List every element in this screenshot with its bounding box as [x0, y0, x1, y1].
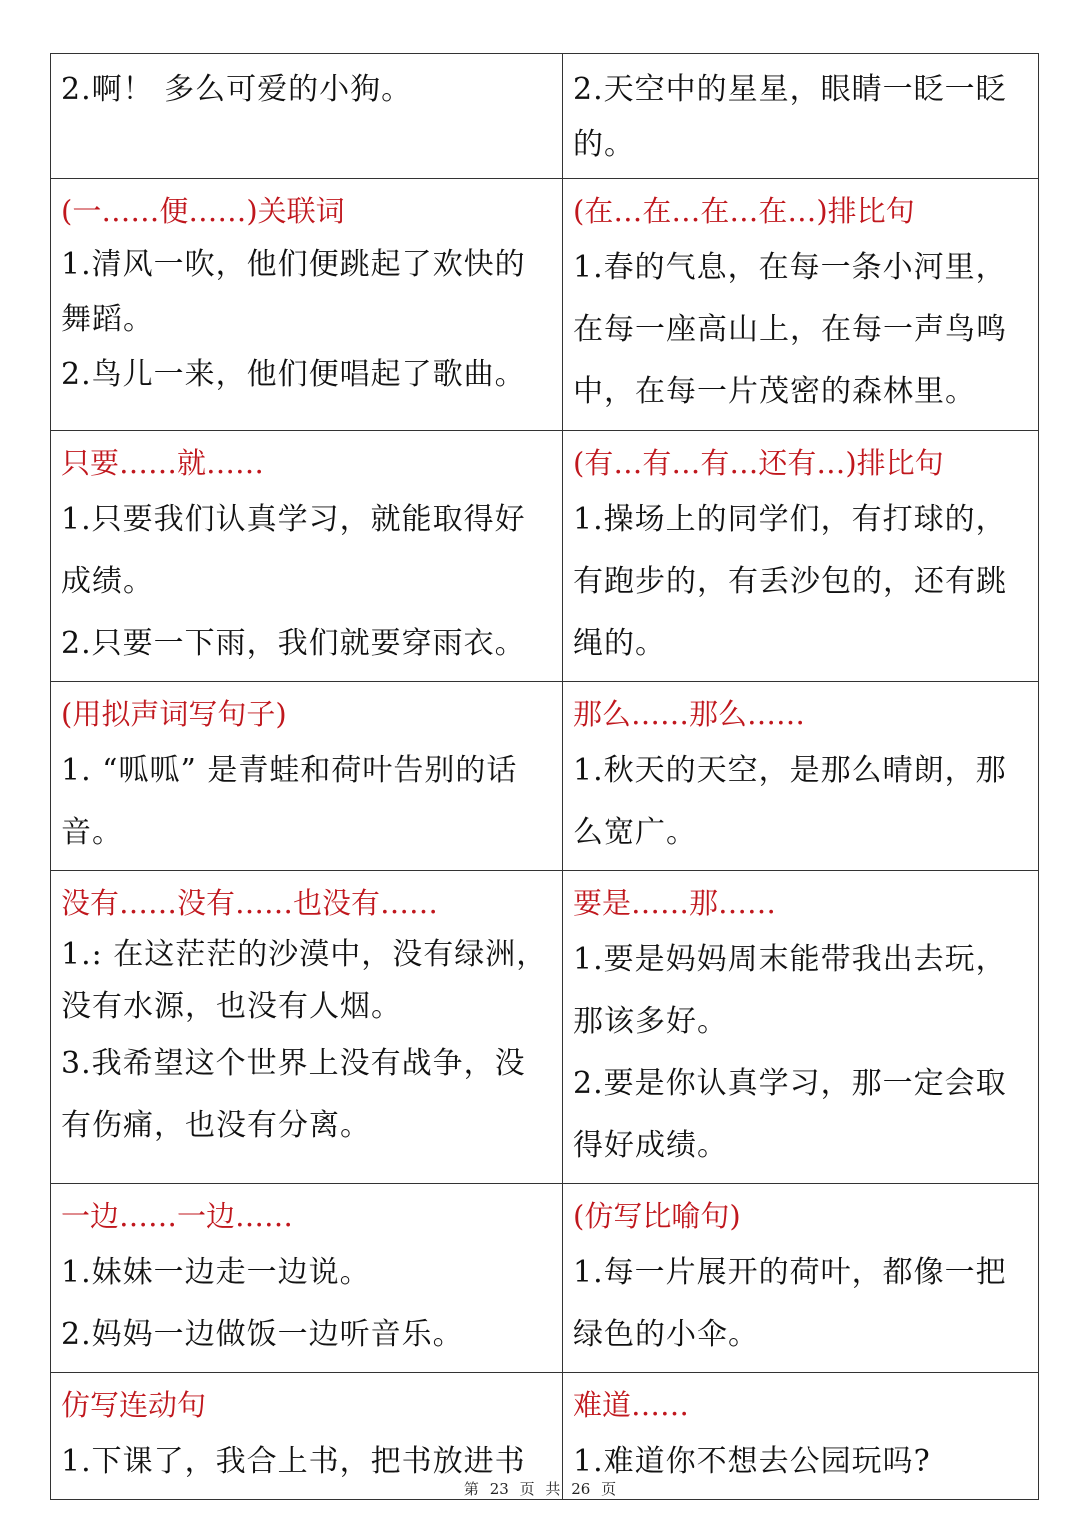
table-row	[51, 1184, 1039, 1373]
table-cell	[51, 54, 563, 179]
example-line: 1.妹妹一边走一边说。	[61, 1255, 371, 1290]
table-cell	[563, 54, 1039, 179]
example-line: 2.妈妈一边做饭一边听音乐。	[61, 1317, 464, 1352]
example-line: 1.要是妈妈周末能带我出去玩，	[573, 942, 1007, 977]
page-footer	[0, 1478, 1080, 1499]
example-line: 成绩。	[61, 564, 154, 599]
table-cell	[563, 179, 1039, 431]
example-line: 2.鸟儿一来，他们便唱起了歌曲。	[61, 357, 526, 392]
section-title: 一边……一边……	[61, 1199, 294, 1233]
example-line: 2.要是你认真学习，那一定会取	[573, 1066, 1007, 1101]
section-title: (在…在…在…在…)排比句	[573, 194, 915, 228]
table-row	[51, 682, 1039, 871]
table-cell	[563, 871, 1039, 1184]
section-title: 仿写连动句	[61, 1388, 207, 1422]
current-page-number: 23	[489, 1480, 509, 1498]
example-line: 1.清风一吹，他们便跳起了欢快的	[61, 247, 526, 282]
table-cell	[51, 179, 563, 431]
example-line: 1.难道你不想去公园玩吗?	[573, 1444, 931, 1479]
example-line: 绳的。	[573, 626, 666, 661]
table-cell	[51, 871, 563, 1184]
example-line: 有跑步的，有丢沙包的，还有跳	[573, 564, 1007, 599]
example-line: 2.只要一下雨，我们就要穿雨衣。	[61, 626, 526, 661]
example-line: 那该多好。	[573, 1004, 728, 1039]
example-line: 2.天空中的星星，眼睛一眨一眨的。	[573, 72, 1007, 162]
table-row	[51, 871, 1039, 1184]
example-line: 绿色的小伞。	[573, 1317, 759, 1352]
example-line: 1. “呱呱” 是青蛙和荷叶告别的话	[61, 753, 518, 788]
example-line: 得好成绩。	[573, 1128, 728, 1163]
example-line: 1.: 在这茫茫的沙漠中，没有绿洲，	[61, 937, 548, 972]
section-title: (用拟声词写句子)	[61, 697, 287, 731]
section-title: (一……便……)关联词	[61, 194, 345, 228]
section-title: 要是……那……	[573, 886, 777, 920]
section-title: 只要……就……	[61, 446, 265, 480]
section-title: 难道……	[573, 1388, 690, 1422]
footer-label: 页	[519, 1480, 535, 1498]
example-line: 1.每一片展开的荷叶，都像一把	[573, 1255, 1007, 1290]
table-row	[51, 54, 1039, 179]
example-line: 3.我希望这个世界上没有战争，没	[61, 1046, 526, 1081]
footer-label: 页	[601, 1480, 617, 1498]
example-line: 舞蹈。	[61, 302, 154, 337]
section-title: 没有……没有……也没有……	[61, 886, 439, 920]
table-cell	[563, 1184, 1039, 1373]
example-line: 中，在每一片茂密的森林里。	[573, 374, 976, 409]
table-row	[51, 431, 1039, 682]
example-line: 1.春的气息，在每一条小河里，	[573, 250, 1007, 285]
table-cell	[563, 431, 1039, 682]
section-title: (仿写比喻句)	[573, 1199, 741, 1233]
example-line: 2.啊！ 多么可爱的小狗。	[61, 72, 413, 107]
sentence-table	[50, 53, 1039, 1500]
example-line: 没有水源，也没有人烟。	[61, 989, 402, 1024]
table-cell	[51, 682, 563, 871]
table-cell	[51, 1184, 563, 1373]
example-line: 1.操场上的同学们，有打球的，	[573, 502, 1007, 537]
footer-label: 共	[545, 1480, 561, 1498]
table-cell	[563, 682, 1039, 871]
example-line: 么宽广。	[573, 815, 697, 850]
example-line: 音。	[61, 815, 123, 850]
total-page-count: 26	[571, 1480, 591, 1498]
table-cell	[51, 431, 563, 682]
section-title: (有…有…有…还有…)排比句	[573, 446, 944, 480]
table-row	[51, 179, 1039, 431]
section-title: 那么……那么……	[573, 697, 806, 731]
example-line: 在每一座高山上，在每一声鸟鸣	[573, 312, 1007, 347]
example-line: 有伤痛，也没有分离。	[61, 1108, 371, 1143]
example-line: 1.只要我们认真学习，就能取得好	[61, 502, 526, 537]
footer-label: 第	[463, 1480, 479, 1498]
example-line: 1.下课了，我合上书，把书放进书	[61, 1444, 526, 1479]
example-line: 1.秋天的天空，是那么晴朗，那	[573, 753, 1007, 788]
